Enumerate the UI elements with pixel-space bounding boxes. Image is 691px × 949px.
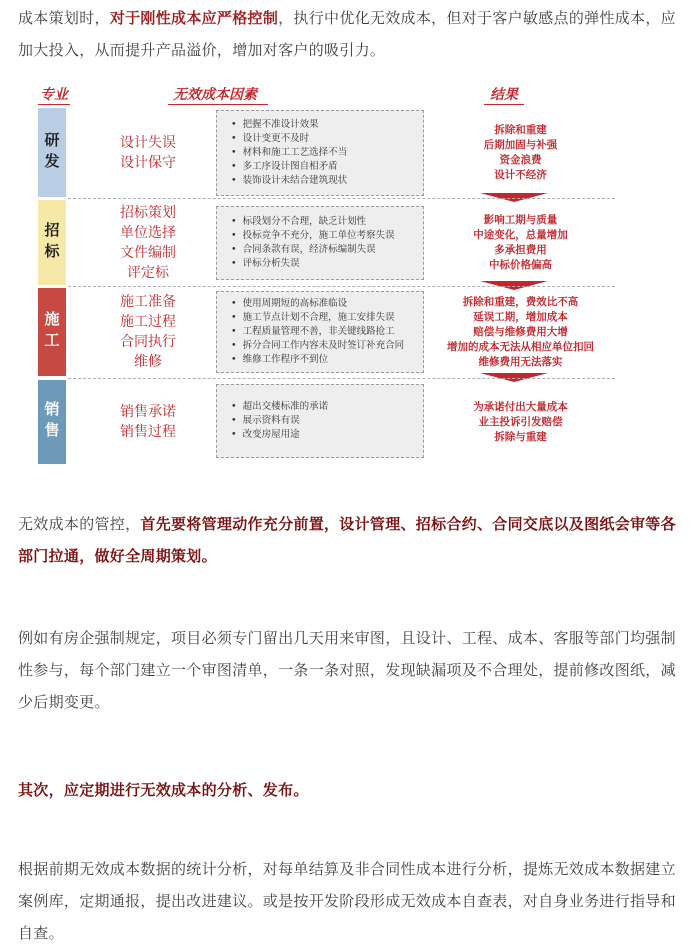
example-paragraph: 例如有房企强制规定，项目必须专门留出几天用来审图，且设计、工程、成本、客服等部门均强制性参与，每个部门建立一个审图清单，一条一条对照，发现缺漏项及不合理处，提前修改图纸，减少后期变更。 bbox=[18, 629, 676, 711]
management-paragraph bbox=[18, 508, 678, 572]
factor-item: • 工程质量管理不善，非关键线路抢工 bbox=[231, 325, 417, 339]
factor-item: • 拆分合同工作内容未及时签订补充合同 bbox=[231, 339, 417, 353]
factor-item: • 多工序设计图自相矛盾 bbox=[231, 160, 417, 174]
result-item: 设计不经济 bbox=[494, 168, 547, 181]
row-divider bbox=[68, 198, 615, 199]
category-item: 设计失误 bbox=[120, 134, 176, 151]
factor-item: • 合同条款有误，经济标编制失误 bbox=[231, 243, 417, 257]
result-item: 拆除与重建 bbox=[494, 430, 547, 443]
category-item: 销售承诺 bbox=[120, 404, 176, 420]
factor-item: • 投标竞争不充分，施工单位考察失误 bbox=[231, 229, 417, 243]
category-item: 施工过程 bbox=[120, 314, 176, 330]
factor-item: • 超出交楼标准的承诺 bbox=[231, 400, 417, 414]
result-list bbox=[426, 288, 615, 376]
category-item: 单位选择 bbox=[120, 224, 176, 241]
category-item: 文件编制 bbox=[120, 244, 176, 261]
major-label: 研发 bbox=[38, 108, 66, 197]
header-factors-underline bbox=[168, 104, 268, 105]
category-item: 设计保守 bbox=[120, 154, 176, 171]
factor-item: • 把握不准设计效果 bbox=[231, 118, 417, 132]
row-construction bbox=[38, 288, 615, 376]
category-item: 合同执行 bbox=[120, 334, 176, 350]
row-bidding bbox=[38, 200, 615, 285]
header-major-underline bbox=[38, 104, 70, 105]
result-item: 延误工期，增加成本 bbox=[473, 310, 568, 323]
category-item: 施工准备 bbox=[120, 294, 176, 310]
header-results-underline bbox=[484, 104, 524, 105]
factor-item: • 装饰设计未结合建筑现状 bbox=[231, 174, 417, 188]
intro-emphasis: 对于刚性成本应严格控制 bbox=[109, 9, 279, 27]
category-list bbox=[88, 200, 208, 285]
factor-item: • 使用周期短的高标准临设 bbox=[231, 297, 417, 311]
row-divider bbox=[68, 378, 615, 379]
result-list bbox=[426, 380, 615, 464]
row-rd bbox=[38, 108, 615, 197]
result-item: 多承担费用 bbox=[494, 243, 547, 256]
category-list bbox=[88, 108, 208, 197]
result-item: 维修费用无法落实 bbox=[478, 355, 563, 368]
intro-paragraph bbox=[18, 2, 678, 66]
intro-text: 成本策划时， bbox=[18, 9, 110, 27]
factor-box bbox=[216, 206, 424, 280]
result-item: 影响工期与质量 bbox=[483, 213, 558, 226]
result-item: 中标价格偏高 bbox=[489, 258, 552, 271]
factor-box bbox=[216, 384, 424, 458]
result-item: 赔偿与维修费用大增 bbox=[473, 325, 568, 338]
factor-item: • 改变房屋用途 bbox=[231, 428, 417, 442]
row-divider bbox=[68, 286, 615, 287]
major-label: 销售 bbox=[38, 380, 66, 464]
factor-item: • 施工节点计划不合理，施工安排失误 bbox=[231, 311, 417, 325]
category-list bbox=[88, 380, 208, 464]
result-list bbox=[426, 108, 615, 197]
header-results: 结果 bbox=[490, 87, 518, 103]
management-emphasis: 首先要将管理动作充分前置，设计管理、招标合约、合同交底以及图纸会审等各部门拉通，做好全周期策划。 bbox=[18, 515, 676, 565]
result-item: 资金浪费 bbox=[499, 153, 542, 166]
result-item: 拆除和重建 bbox=[494, 123, 547, 136]
second-point-heading: 其次，应定期进行无效成本的分析、发布。 bbox=[18, 781, 309, 799]
factor-item: • 展示资料有误 bbox=[231, 414, 417, 428]
header-major: 专业 bbox=[40, 87, 68, 103]
invalid-cost-figure bbox=[38, 84, 615, 464]
header-factors: 无效成本因素 bbox=[173, 87, 257, 103]
factor-box bbox=[216, 291, 424, 373]
row-sales bbox=[38, 380, 615, 464]
major-label: 招标 bbox=[38, 200, 66, 285]
result-item: 业主投诉引发赔偿 bbox=[478, 415, 563, 428]
factor-box bbox=[216, 110, 424, 196]
factor-item: • 维修工作程序不到位 bbox=[231, 353, 417, 367]
factor-item: • 评标分析失误 bbox=[231, 257, 417, 271]
result-item: 拆除和重建，费效比不高 bbox=[462, 295, 579, 308]
category-item: 评定标 bbox=[127, 264, 169, 281]
factor-item: • 设计变更不及时 bbox=[231, 132, 417, 146]
factor-item: • 标段划分不合理，缺乏计划性 bbox=[231, 215, 417, 229]
result-item: 为承诺付出大量成本 bbox=[473, 400, 568, 413]
result-item: 增加的成本无法从相应单位扣回 bbox=[447, 340, 594, 353]
category-item: 维修 bbox=[134, 354, 162, 370]
intro-text-rest: ，执行中优化无效成本，但对于客户敏感点的弹性成本，应加大投入，从而提升产品溢价，增加对客户的吸引力。 bbox=[18, 9, 676, 59]
analysis-paragraph: 根据前期无效成本数据的统计分析，对每单结算及非合同性成本进行分析，提炼无效成本数据建立案例库，定期通报，提出改进建议。或是按开发阶段形成无效成本自查表，对自身业务进行指导和自查。 bbox=[18, 860, 676, 942]
factor-item: • 材料和施工工艺选择不当 bbox=[231, 146, 417, 160]
result-list bbox=[426, 200, 615, 285]
category-item: 销售过程 bbox=[120, 424, 176, 440]
major-label: 施工 bbox=[38, 288, 66, 376]
management-text: 无效成本的管控， bbox=[18, 515, 141, 533]
category-item: 招标策划 bbox=[120, 204, 176, 221]
result-item: 中途变化，总量增加 bbox=[473, 228, 568, 241]
category-list bbox=[88, 288, 208, 376]
result-item: 后期加固与补强 bbox=[483, 138, 558, 151]
